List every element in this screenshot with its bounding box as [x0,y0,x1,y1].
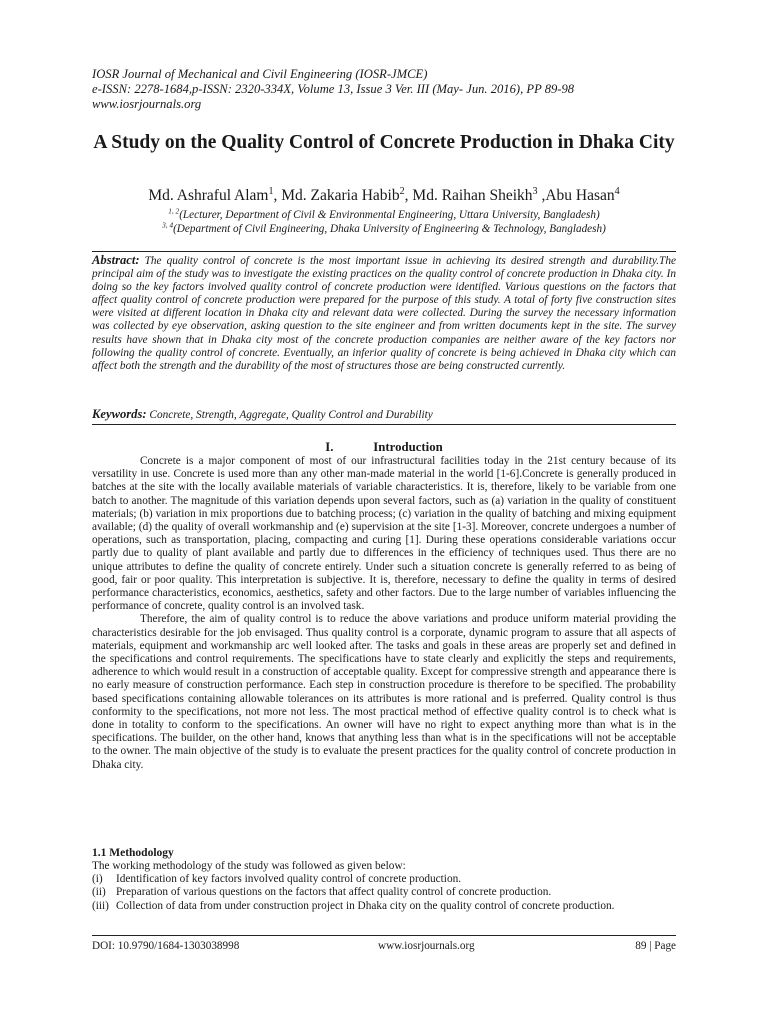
footer-page: 89 | Page [635,940,676,952]
author-sep: , [273,187,282,204]
affiliation-line [80,222,688,236]
keywords-text: Concrete, Strength, Aggregate, Quality Control and Durability [149,409,433,421]
keywords-label: Keywords: [92,407,147,421]
author-sep: , [537,187,546,204]
keywords [92,407,676,422]
affiliation-sup: 3, 4 [162,221,174,230]
author-sup: 3 [532,185,538,197]
footer-rule [92,935,676,936]
list-item [92,873,676,886]
list-text: Preparation of various questions on the factors that affect quality control of concrete production. [116,886,552,899]
page-label: Page [654,940,676,952]
list-item [92,900,676,913]
affiliation-sup: 1, 2 [168,207,180,216]
affiliation-text: (Department of Civil Engineering, Dhaka University of Engineering & Technology, Bangladesh) [173,223,606,235]
author-name: Md. Raihan Sheikh [412,187,533,204]
author-name: Md. Zakaria Habib [281,187,400,204]
list-marker: (iii) [92,899,109,912]
list-text: Collection of data from under construction project in Dhaka city on the quality control of concrete production. [116,899,615,912]
introduction-body [92,455,676,772]
author-name: Md. Ashraful Alam [148,187,269,204]
author-sup: 1 [268,185,274,197]
list-marker: (i) [92,873,103,886]
methodology-list [92,873,676,913]
list-item [92,886,676,899]
footer-doi: DOI: 10.9790/1684-1303038998 [92,940,240,952]
methodology-body [92,860,676,913]
section-heading [92,440,676,455]
subsection-heading: 1.1 Methodology [92,847,174,859]
abstract-text: The quality control of concrete is the most important issue in achieving its desired strength and durability.The principal aim of the study was to investigate the existing practices on the quality control of concrete production in Dhaka city. In doing so the key factors involved quality control of concrete production were identified. Various questions on the factors that affect quality control of concrete production were prepared for the purpose of this study. A total of forty five construction sites were visited at different location in Dhaka city and relevant data were collected. During the survey the necessary information was collected by eye observation, asking question to the site engineer and from written documents kept in the site. The survey results have shown that in Dhaka city most of the concrete production companies are neither aware of the key factors nor following the quality control of concrete. Eventually, an inferior quality of concrete is being achieved in Dhaka city which can affect both the strength and the durability of the most of structures those are being constructed currently. [92,255,676,372]
abstract-label: Abstract: [92,253,140,267]
paragraph: Therefore, the aim of quality control is to reduce the above variations and produce uniform material providing the characteristics desirable for the job envisaged. Thus quality control is a corporate, dynamic program to assure that all aspects of materials, equipment and workmanship arc well looked after. The tasks and goals in these areas are properly set and defined in the specifications and control requirements. The specifications have to state clearly and explicitly the steps and requirements, adherence to which would result in a construction of acceptable quality. Except for compressive strength and appearance there is no early measure of construction performance. Each step in construction procedure is therefore to be specified. The probability based specifications containing allowable tolerances on its attributes is more rational and is preferred. Quality control is thus conformity to the specifications, not more not less. The most practical method of effective quality control is to check what is done in totality to conform to the specifications. An owner will have no right to expect anything more than what is in the specifications. The builder, on the other hand, knows that anything less than what is in the specifications will not be acceptable to the owner. The main objective of the study is to evaluate the present practices for the quality control of concrete production in Dhaka city. [92,613,676,771]
affiliation-line [80,208,688,222]
abstract-top-rule [92,251,676,252]
affiliation-text: (Lecturer, Department of Civil & Environmental Engineering, Uttara University, Bangladesh) [179,209,600,221]
methodology-intro: The working methodology of the study was followed as given below: [92,860,406,872]
list-text: Identification of key factors involved quality control of concrete production. [116,873,462,886]
journal-name: IOSR Journal of Mechanical and Civil Engineering (IOSR-JMCE) [92,67,428,81]
journal-issn: e-ISSN: 2278-1684,p-ISSN: 2320-334X, Volume 13, Issue 3 Ver. III (May- Jun. 2016), PP 89-98 [92,82,575,96]
abstract [92,254,676,373]
journal-header [92,67,692,112]
paragraph: Concrete is a major component of most of our infrastructural facilities today in the 21st century because of its versatility in use. Concrete is used more than any other man-made material in the world [1-6].Concrete is generally produced in batches at the site with the locally available materials of variable characteristics. It is, therefore, likely to be variable from one batch to another. The magnitude of this variation depends upon several factors, such as (a) variation in the quality of constituent materials; (b) variation in mix proportions due to batching process; (c) variation in the quality of batching and mixing equipment available; (d) the quality of overall workmanship and (e) supervision at the site [1-3]. Moreover, concrete undergoes a number of operations, such as transportation, placing, compacting and curing [1]. During these operations considerable variations occur partly due to quality of plant available and partly due to differences in the efficiency of techniques used. Thus there are no unique attributes to define the quality of concrete entirely. Under such a situation concrete is generally referred to as being of good, fair or poor quality. This interpretation is subjective. It is, therefore, necessary to define the quality in terms of desired performance characteristics, economics, aesthetics, safety and other factors. Due to the large number of variables influencing the performance of concrete, quality control is an involved task. [92,455,676,613]
page-number: 89 [635,940,647,952]
footer-website: www.iosrjournals.org [378,940,475,952]
list-marker: (ii) [92,886,106,899]
author-list [80,186,688,205]
journal-website: www.iosrjournals.org [92,97,202,111]
paper-title: A Study on the Quality Control of Concrete Production in Dhaka City [93,132,675,153]
author-sup: 2 [399,185,405,197]
author-name: Abu Hasan [545,187,615,204]
affiliations [80,208,688,236]
abstract-bottom-rule [92,424,676,425]
author-sup: 4 [614,185,620,197]
section-title: Introduction [373,440,443,454]
author-sep: , [404,187,413,204]
section-number: I. [325,440,334,454]
